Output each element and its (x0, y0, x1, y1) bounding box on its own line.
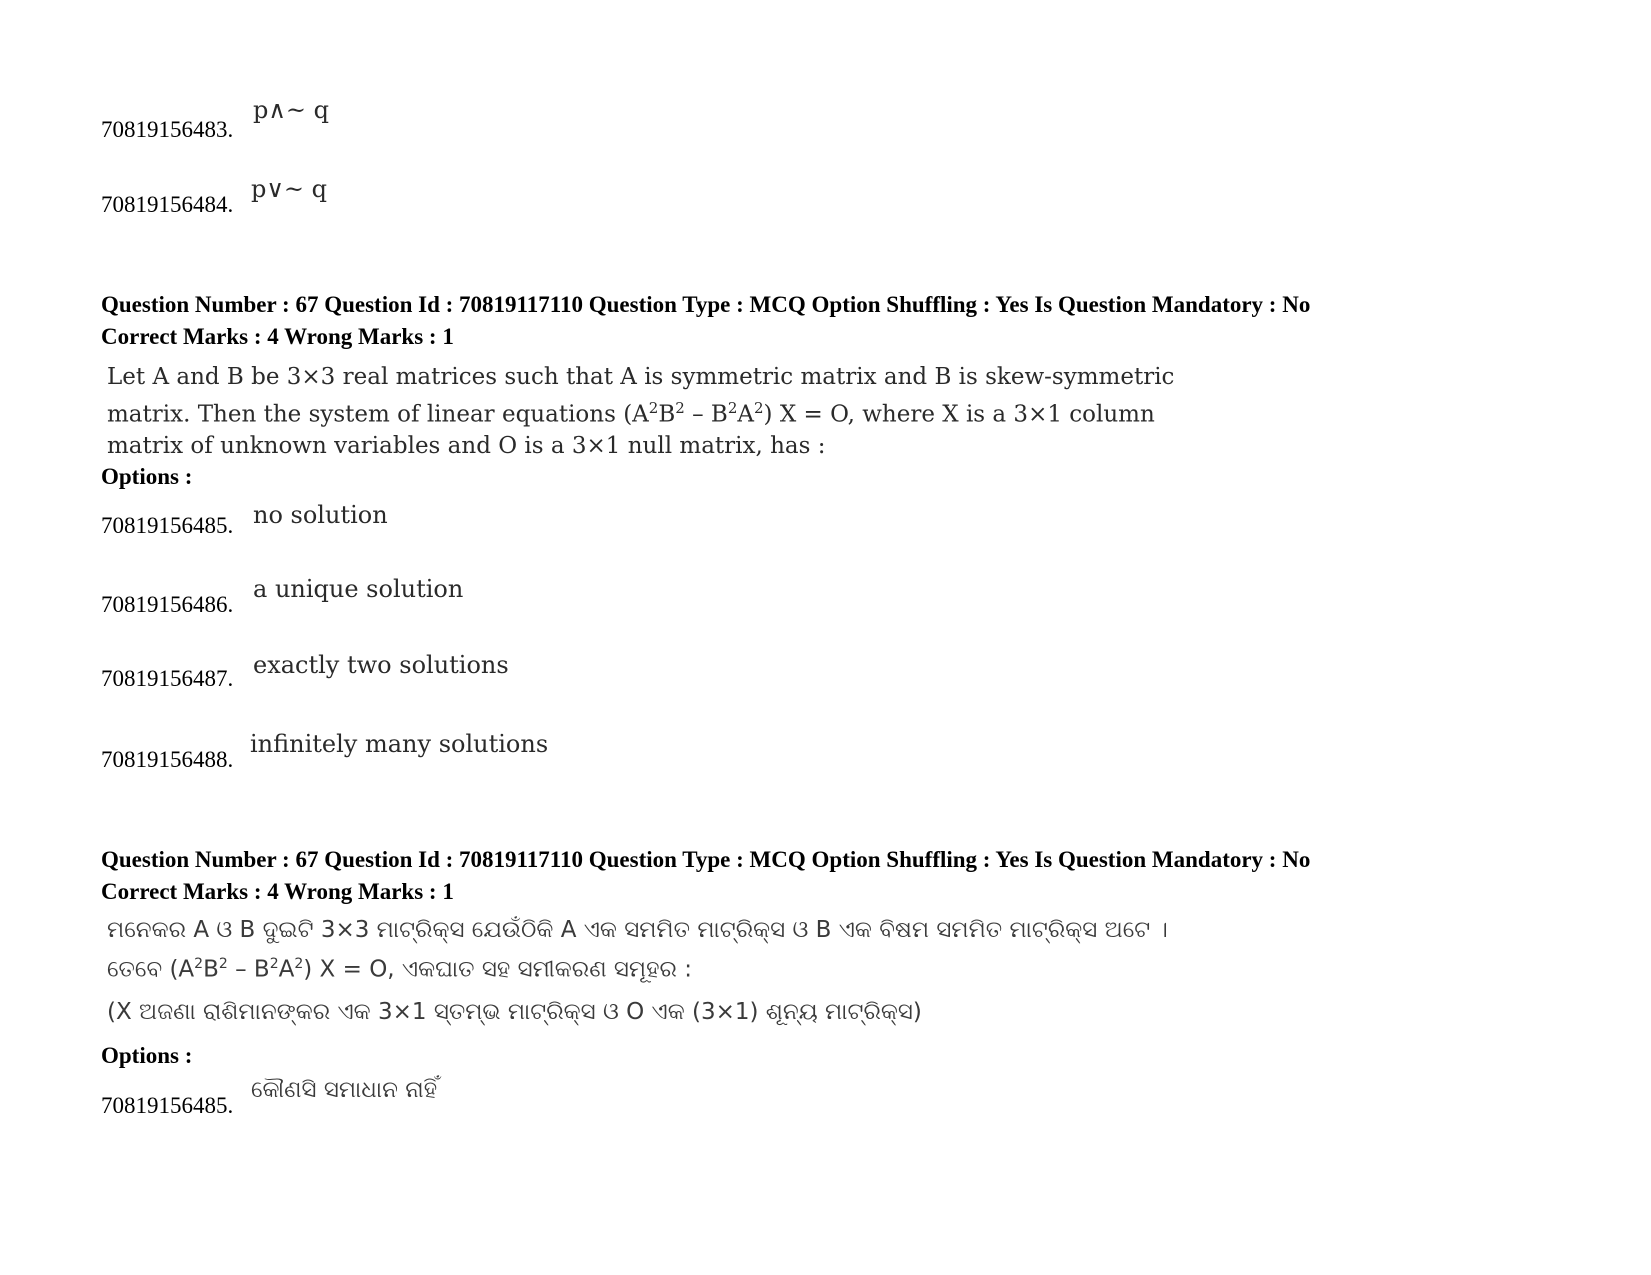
option-text: p∨~ q (251, 175, 328, 203)
option-id: 70819156486. (101, 592, 234, 617)
option-id: 70819156485. (101, 513, 234, 538)
option-text: a unique solution (253, 575, 464, 603)
option-id: 70819156488. (101, 747, 234, 772)
option-id: 70819156487. (101, 666, 234, 691)
option-text: no solution (253, 501, 388, 529)
question-text-line1: Let A and B be 3×3 real matrices such that A is symmetric matrix and B is skew-symmetric (107, 364, 1175, 390)
question-meta-line1: Question Number : 67 Question Id : 70819117110 Question Type : MCQ Option Shuffling : Yes Is Question Mandatory : No (101, 292, 1311, 317)
question-text-line3: matrix of unknown variables and O is a 3×1 null matrix, has : (107, 432, 826, 459)
options-label: Options : (101, 464, 193, 489)
question-text-odia-line3: (X ଅଜଣା ରାଶିମାନଙ୍କର ଏକ 3×1 ସ୍ତମ୍ଭ ମାଟ୍ରିକ୍ସ ଓ O ଏକ (3×1) ଶୂନ୍ୟ ମାଟ୍ରିକ୍ସ) (107, 999, 922, 1025)
question-text-line2: matrix. Then the system of linear equations $(A^2B^2 - B^2A^2) X = O$, where X is a 3×1 column (107, 399, 1155, 428)
options-label: Options : (101, 1043, 193, 1068)
question-text-odia-line1: ମନେକର A ଓ B ଦୁଇଟି 3×3 ମାଟ୍ରିକ୍ସ ଯେଉଁଠିକି A ଏକ ସମମିତ ମାଟ୍ରିକ୍ସ ଓ B ଏକ ବିଷମ ସମମିତ ମାଟ୍ରିକ୍ସ ଅଟେ । (107, 917, 1168, 943)
question-meta-line1: Question Number : 67 Question Id : 70819117110 Question Type : MCQ Option Shuffling : Yes Is Question Mandatory : No (101, 847, 1311, 872)
option-id: 70819156485. (101, 1093, 234, 1118)
option-text: infinitely many solutions (250, 730, 549, 758)
question-meta-line2: Correct Marks : 4 Wrong Marks : 1 (101, 324, 454, 349)
question-text-odia-line2: ତେବେ $(A^2B^2 - B^2A^2) X = O$, ଏକଘାତ ସହ ସମୀକରଣ ସମୂହର : (107, 956, 693, 983)
option-text-odia: କୌଣସି ସମାଧାନ ନାହିଁ (251, 1077, 438, 1103)
option-id: 70819156483. (101, 117, 234, 142)
option-text: exactly two solutions (253, 651, 509, 679)
question-meta-line2: Correct Marks : 4 Wrong Marks : 1 (101, 879, 454, 904)
option-text: p∧~ q (253, 96, 330, 124)
option-id: 70819156484. (101, 192, 234, 217)
question-text (107, 362, 1174, 462)
